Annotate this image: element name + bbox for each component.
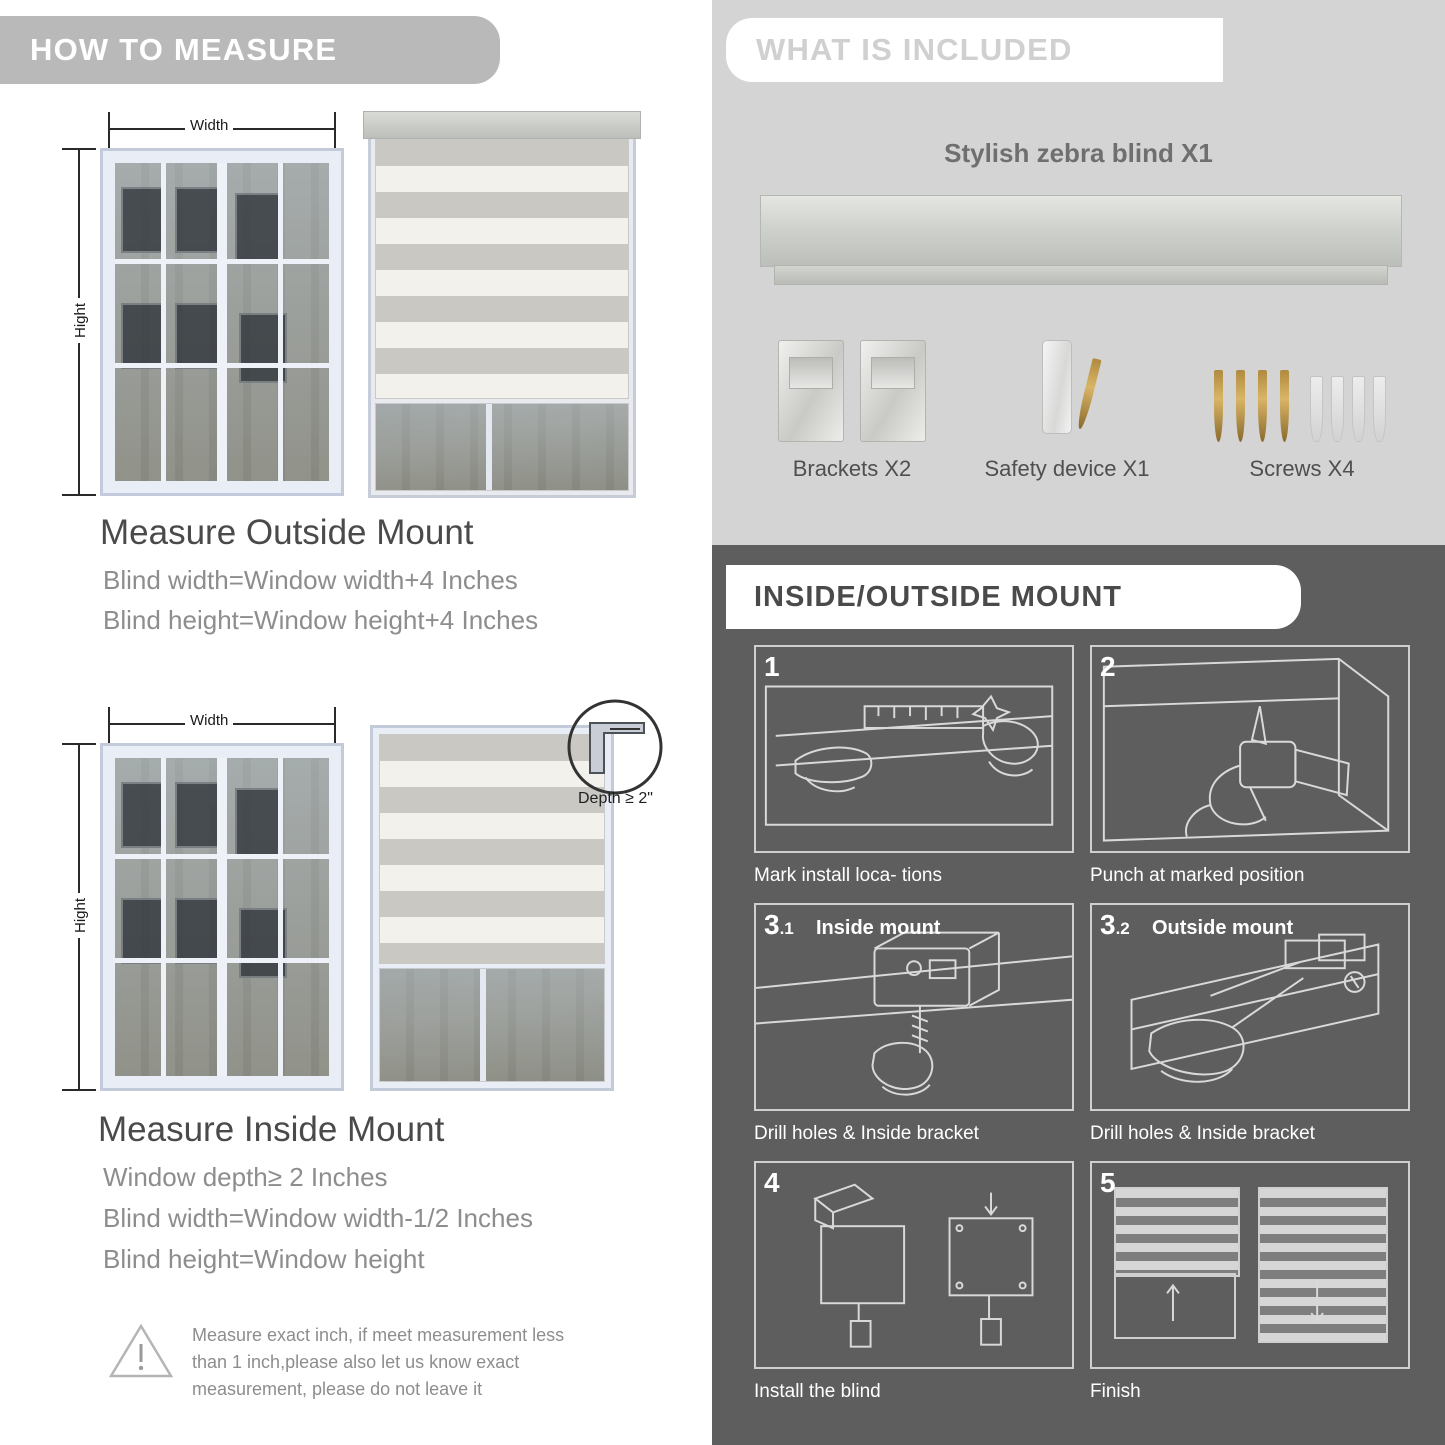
window-mullion-center — [217, 758, 227, 1076]
brackets-label: Brackets X2 — [792, 456, 912, 481]
step-4-illustration — [754, 1161, 1074, 1369]
building-window — [121, 782, 165, 848]
anchor-2 — [1331, 376, 1344, 442]
window-mullion — [278, 163, 283, 481]
step-2 — [1090, 645, 1410, 895]
step-3-2-caption: Drill holes & Inside bracket — [1090, 1123, 1315, 1144]
inside-rule-1: Window depth≥ 2 Inches — [103, 1162, 388, 1192]
step-3-2 — [1090, 903, 1410, 1153]
step-5-number: 5 — [1100, 1167, 1116, 1198]
step-2-number: 2 — [1100, 651, 1116, 682]
height-dim-tick-top — [62, 148, 96, 150]
window-mullion-center — [217, 163, 227, 481]
inside-rule-2: Blind width=Window width-1/2 Inches — [103, 1203, 533, 1233]
inside-outside-mount-header: INSIDE/OUTSIDE MOUNT — [726, 565, 1301, 629]
step-3-1-number: 3.1 — [764, 909, 794, 940]
step-3-1-subtitle: Inside mount — [816, 917, 941, 939]
measurement-note — [108, 1322, 668, 1403]
building-window — [235, 788, 283, 858]
outside-mount-diagram — [0, 100, 712, 500]
step-5 — [1090, 1161, 1410, 1411]
window-inside — [100, 743, 344, 1091]
width-dim-tick-right — [334, 707, 336, 743]
safety-screw — [1075, 358, 1101, 430]
height-dim-tick-bottom — [62, 494, 96, 496]
window-mullion — [486, 404, 492, 490]
step-1-illustration — [754, 645, 1074, 853]
window-mullion — [115, 363, 329, 368]
outside-mount-title: Measure Outside Mount — [100, 513, 474, 552]
building-window — [121, 303, 165, 369]
note-line-3: measurement, please do not leave it — [192, 1379, 483, 1399]
step-3-1-caption: Drill holes & Inside bracket — [754, 1123, 979, 1144]
zebra-blind-outside — [368, 120, 636, 498]
step-2-illustration — [1090, 645, 1410, 853]
anchor-3 — [1352, 376, 1365, 442]
height-dim-tick-bottom — [62, 1089, 96, 1091]
building-window — [175, 303, 219, 369]
height-dim-tick-top — [62, 743, 96, 745]
safety-device-part — [1042, 340, 1072, 434]
right-column — [712, 0, 1445, 1445]
building-window — [175, 187, 219, 253]
building-view — [380, 969, 604, 1081]
what-is-included-header: WHAT IS INCLUDED — [726, 18, 1223, 82]
building-window — [121, 898, 165, 964]
blind-headrail-lip — [774, 265, 1388, 285]
step-3-1 — [754, 903, 1074, 1153]
building-window — [235, 193, 283, 263]
safety-device-label: Safety device X1 — [984, 456, 1150, 481]
building-window — [175, 782, 219, 848]
step-2-caption: Punch at marked position — [1090, 865, 1305, 886]
inside-width-label: Width — [185, 712, 233, 729]
what-is-included-panel — [712, 0, 1445, 545]
inside-mount-diagram — [0, 695, 712, 1095]
window-mullion — [115, 854, 329, 859]
anchor-4 — [1373, 376, 1386, 442]
window-mullion — [278, 758, 283, 1076]
width-dim-tick-right — [334, 112, 336, 148]
main-item-label: Stylish zebra blind X1 — [944, 138, 1213, 168]
blind-headrail — [363, 111, 641, 139]
note-lines — [192, 1322, 564, 1403]
step-5-illustration — [1090, 1161, 1410, 1369]
step-4-caption: Install the blind — [754, 1381, 881, 1402]
outside-height-label: Hight — [72, 298, 89, 343]
outside-width-label: Width — [185, 117, 233, 134]
step-1 — [754, 645, 1074, 895]
bracket-part-1 — [778, 340, 844, 442]
window-mullion — [115, 958, 329, 963]
bracket-part-2 — [860, 340, 926, 442]
outside-rule-2: Blind height=Window height+4 Inches — [103, 605, 539, 635]
blind-lower-glass — [375, 403, 629, 491]
inside-outside-mount-panel — [712, 545, 1445, 1445]
screws-label: Screws X4 — [1249, 456, 1355, 481]
step-3-2-subtitle: Outside mount — [1152, 917, 1294, 939]
window-outside — [100, 148, 344, 496]
building-view — [376, 404, 628, 490]
outside-rule-1: Blind width=Window width+4 Inches — [103, 565, 518, 595]
step-5-caption: Finish — [1090, 1381, 1141, 1402]
depth-label: Depth ≥ 2" — [578, 790, 653, 807]
zebra-fabric — [375, 139, 629, 399]
screw-2 — [1236, 370, 1245, 442]
note-line-1: Measure exact inch, if meet measurement less — [192, 1325, 565, 1345]
screw-4 — [1280, 370, 1289, 442]
blind-headrail-illustration — [760, 195, 1402, 267]
building-window — [121, 187, 165, 253]
inside-height-label: Hight — [72, 893, 89, 938]
blind-lower-glass — [379, 968, 605, 1082]
screw-1 — [1214, 370, 1223, 442]
note-line-2: than 1 inch,please also let us know exact — [192, 1352, 520, 1372]
how-to-measure-column — [0, 0, 712, 1445]
window-mullion — [115, 259, 329, 264]
window-mullion — [161, 163, 166, 481]
building-window — [175, 898, 219, 964]
width-dim-tick-left — [108, 707, 110, 743]
screw-3 — [1258, 370, 1267, 442]
step-1-caption: Mark install loca- tions — [754, 865, 942, 886]
step-3-2-number: 3.2 — [1100, 909, 1130, 940]
anchor-1 — [1310, 376, 1323, 442]
how-to-measure-header: HOW TO MEASURE — [0, 16, 500, 84]
warning-icon — [108, 1322, 174, 1380]
inside-rule-3: Blind height=Window height — [103, 1244, 425, 1274]
depth-callout-icon — [560, 695, 670, 805]
window-mullion — [480, 969, 486, 1081]
window-mullion — [161, 758, 166, 1076]
width-dim-tick-left — [108, 112, 110, 148]
step-4-number: 4 — [764, 1167, 780, 1198]
inside-mount-title: Measure Inside Mount — [98, 1110, 445, 1149]
step-1-number: 1 — [764, 651, 780, 682]
step-4 — [754, 1161, 1074, 1411]
